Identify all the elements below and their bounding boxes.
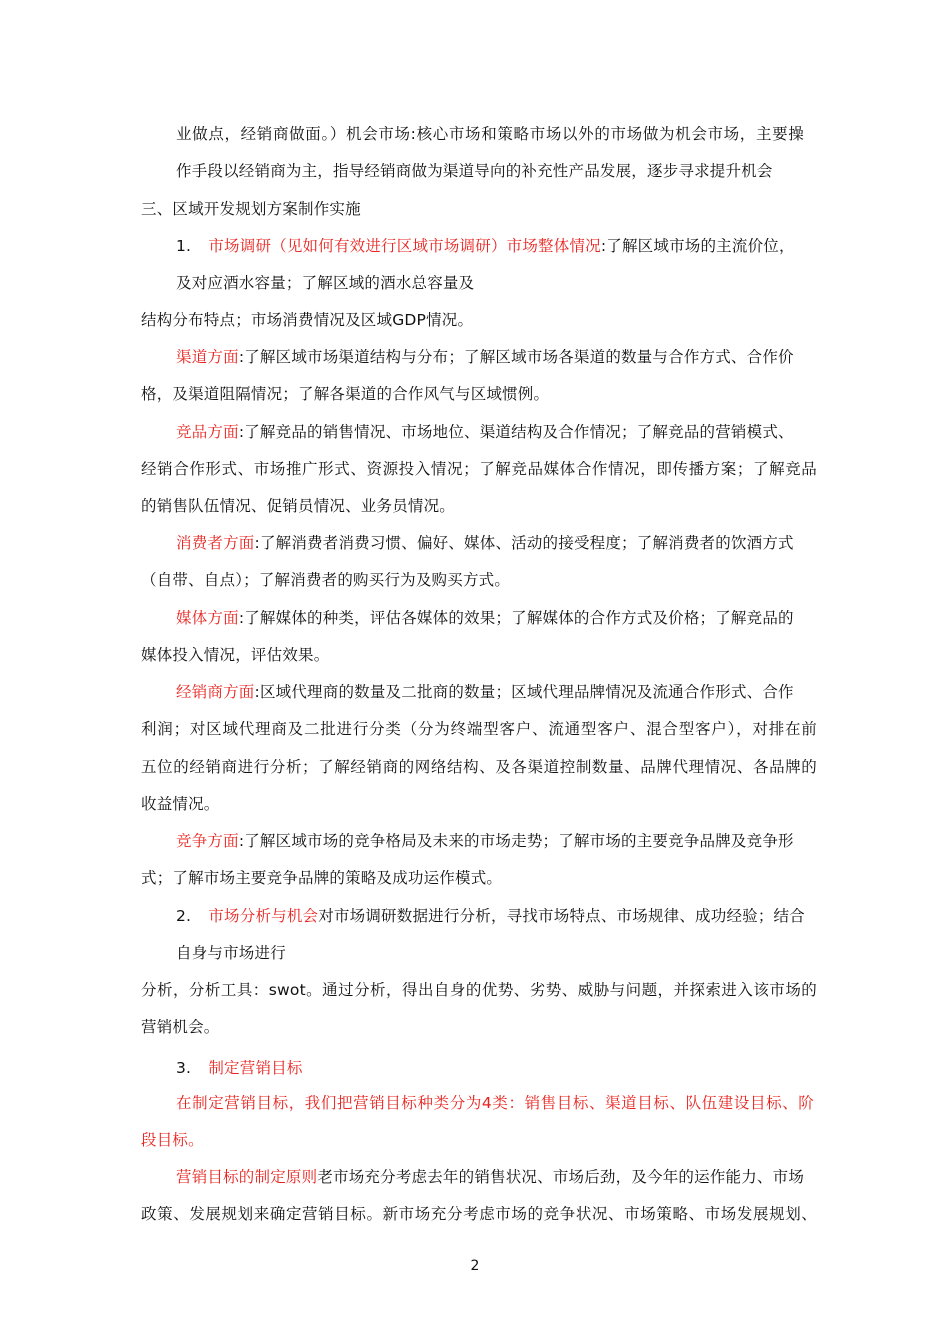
body-line: 营销机会。 [141,1018,220,1036]
red-paragraph-line: 段目标。 [141,1131,204,1149]
highlight-heading: 竞争方面 [176,832,239,850]
body-line: 五位的经销商进行分析；了解经销商的网络结构、及各渠道控制数量、品牌代理情况、各品牌的 [141,758,817,776]
body-text: :了解区域市场的主流价位， [600,237,795,255]
paragraph-line [176,682,794,702]
highlight-heading: 营销目标的制定原则 [176,1168,318,1186]
body-text: :了解媒体的种类，评估各媒体的效果；了解媒体的合作方式及价格；了解竞品的 [238,609,794,627]
highlight-heading: 渠道方面 [176,348,239,366]
highlight-heading: 制定营销目标 [208,1059,303,1077]
highlight-heading: 媒体方面 [176,609,239,627]
body-line: 利润；对区域代理商及二批进行分类（分为终端型客户、流通型客户、混合型客户），对排在前 [141,720,817,738]
list-number: 2. [176,907,192,925]
body-text: 老市场充分考虑去年的销售状况、市场后劲，及今年的运作能力、市场 [317,1168,805,1186]
body-line: （自带、自点）；了解消费者的购买行为及购买方式。 [141,571,511,589]
list-item [176,906,805,926]
list-number: 1. [176,237,192,255]
paragraph-line [176,422,794,442]
body-line: 及对应酒水容量；了解区域的酒水总容量及 [176,274,475,292]
paragraph-line [176,608,794,628]
highlight-heading: 经销商方面 [176,683,255,701]
body-text: 对市场调研数据进行分析，寻找市场特点、市场规律、成功经验；结合 [318,907,805,925]
body-text: :了解区域市场的竞争格局及未来的市场走势；了解市场的主要竞争品牌及竞争形 [238,832,794,850]
red-paragraph-line: 在制定营销目标，我们把营销目标种类分为4类：销售目标、渠道目标、队伍建设目标、阶 [176,1094,814,1112]
body-line: 格，及渠道阻隔情况；了解各渠道的合作风气与区域惯例。 [141,385,550,403]
body-line: 分析，分析工具：swot。通过分析，得出自身的优势、劣势、威胁与问题，并探索进入该市场的 [141,981,817,999]
body-text: :区域代理商的数量及二批商的数量；区域代理品牌情况及流通合作形式、合作 [254,683,794,701]
highlight-heading: 消费者方面 [176,534,255,552]
highlight-heading: 市场分析与机会 [208,907,319,925]
highlight-heading: 市场调研（见如何有效进行区域市场调研）市场整体情况 [208,237,601,255]
body-text: :了解消费者消费习惯、偏好、媒体、活动的接受程度；了解消费者的饮酒方式 [254,534,794,552]
list-item [176,1058,303,1078]
body-line: 式；了解市场主要竞争品牌的策略及成功运作模式。 [141,869,503,887]
body-line: 经销合作形式、市场推广形式、资源投入情况；了解竞品媒体合作情况，即传播方案；了解竞品 [141,460,817,478]
body-line: 结构分布特点；市场消费情况及区域GDP情况。 [141,311,474,329]
paragraph-line [176,533,794,553]
body-line: 政策、发展规划来确定营销目标。新市场充分考虑市场的竞争状况、市场策略、市场发展规划、 [141,1205,817,1223]
body-text: :了解竞品的销售情况、市场地位、渠道结构及合作情况；了解竞品的营销模式、 [238,423,794,441]
paragraph-line [176,1167,804,1187]
body-line: 作手段以经销商为主，指导经销商做为渠道导向的补充性产品发展，逐步寻求提升机会 [176,162,773,180]
body-line: 自身与市场进行 [176,944,286,962]
page-number: 2 [470,1258,480,1274]
body-line: 媒体投入情况，评估效果。 [141,646,330,664]
body-line: 的销售队伍情况、促销员情况、业务员情况。 [141,497,456,515]
list-item [176,236,795,256]
highlight-heading: 竞品方面 [176,423,239,441]
body-text: :了解区域市场渠道结构与分布；了解区域市场各渠道的数量与合作方式、合作价 [238,348,794,366]
section-heading: 三、区域开发规划方案制作实施 [141,200,361,218]
body-line: 业做点，经销商做面。）机会市场:核心市场和策略市场以外的市场做为机会市场，主要操 [176,125,804,143]
list-number: 3. [176,1059,192,1077]
body-line: 收益情况。 [141,795,220,813]
paragraph-line [176,347,794,367]
paragraph-line [176,831,794,851]
